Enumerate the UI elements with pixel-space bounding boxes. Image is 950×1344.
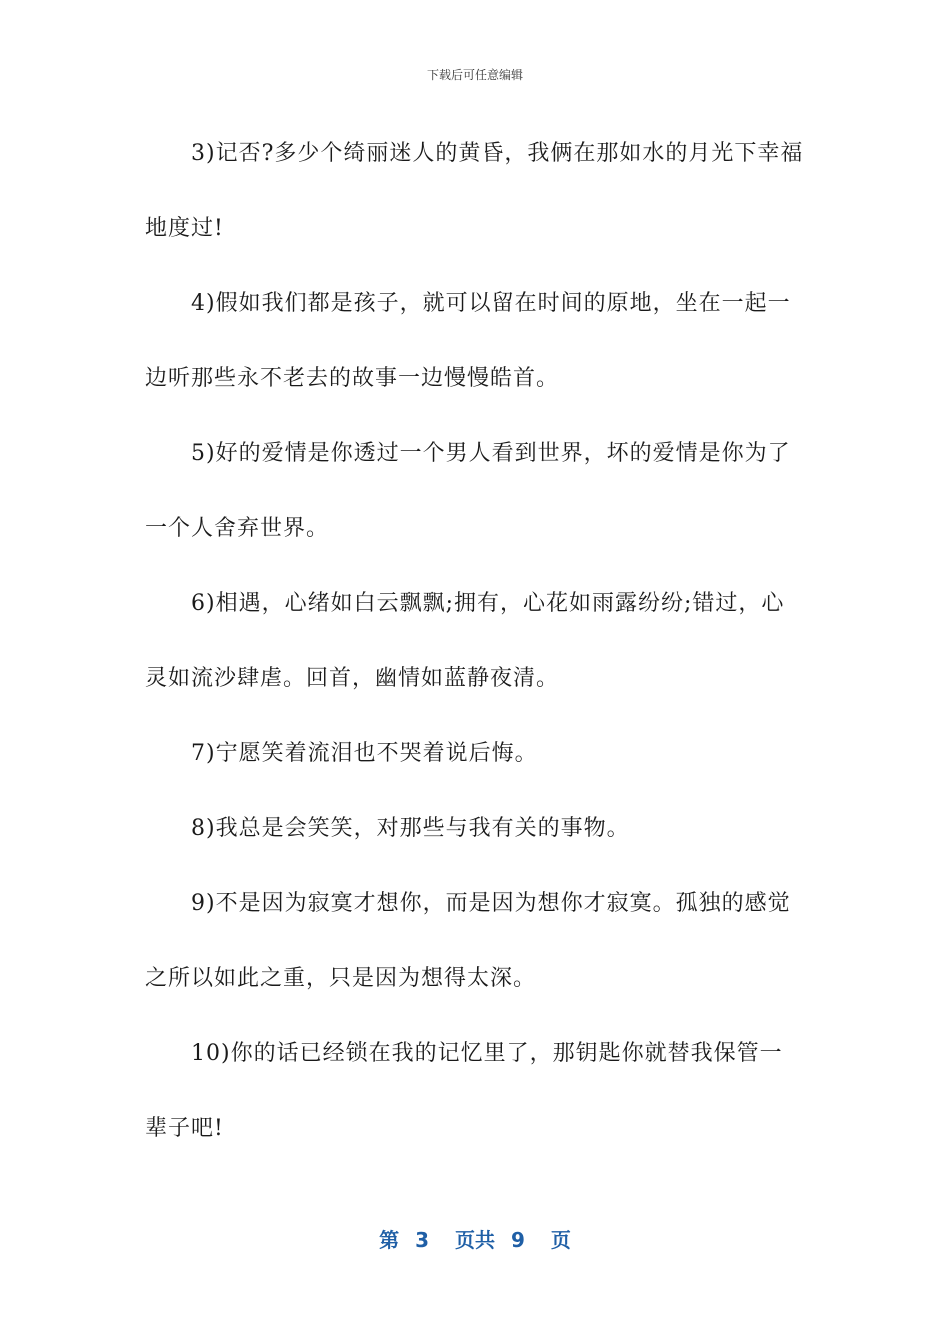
footer-current-page: 3 <box>415 1228 429 1252</box>
header-note: 下载后可任意编辑 <box>426 68 523 82</box>
paragraph-10: 10)你的话已经锁在我的记忆里了，那钥匙你就替我保管一辈子吧! <box>145 1041 783 1141</box>
paragraph-3: 3)记否?多少个绮丽迷人的黄昏，我俩在那如水的月光下幸福地度过! <box>145 141 804 241</box>
page-footer <box>0 1224 950 1253</box>
paragraph-6: 6)相遇，心绪如白云飘飘;拥有，心花如雨露纷纷;错过，心灵如流沙肆虐。回首，幽情如蓝静夜清。 <box>145 591 785 691</box>
footer-prefix: 第 <box>379 1228 400 1252</box>
paragraph-8: 8)我总是会笑笑，对那些与我有关的事物。 <box>191 816 630 841</box>
paragraph-7: 7)宁愿笑着流泪也不哭着说后悔。 <box>191 741 538 766</box>
paragraph-4: 4)假如我们都是孩子，就可以留在时间的原地，坐在一起一边听那些永不老去的故事一边慢慢皓首。 <box>145 291 791 391</box>
body-text <box>145 116 805 1166</box>
footer-total-pages: 9 <box>511 1228 525 1252</box>
footer-suffix: 页 <box>550 1228 571 1252</box>
paragraph-9: 9)不是因为寂寞才想你，而是因为想你才寂寞。孤独的感觉之所以如此之重，只是因为想得太深。 <box>145 891 791 991</box>
footer-middle: 页共 <box>455 1228 495 1252</box>
paragraph-5: 5)好的爱情是你透过一个男人看到世界，坏的爱情是你为了一个人舍弃世界。 <box>145 441 791 541</box>
